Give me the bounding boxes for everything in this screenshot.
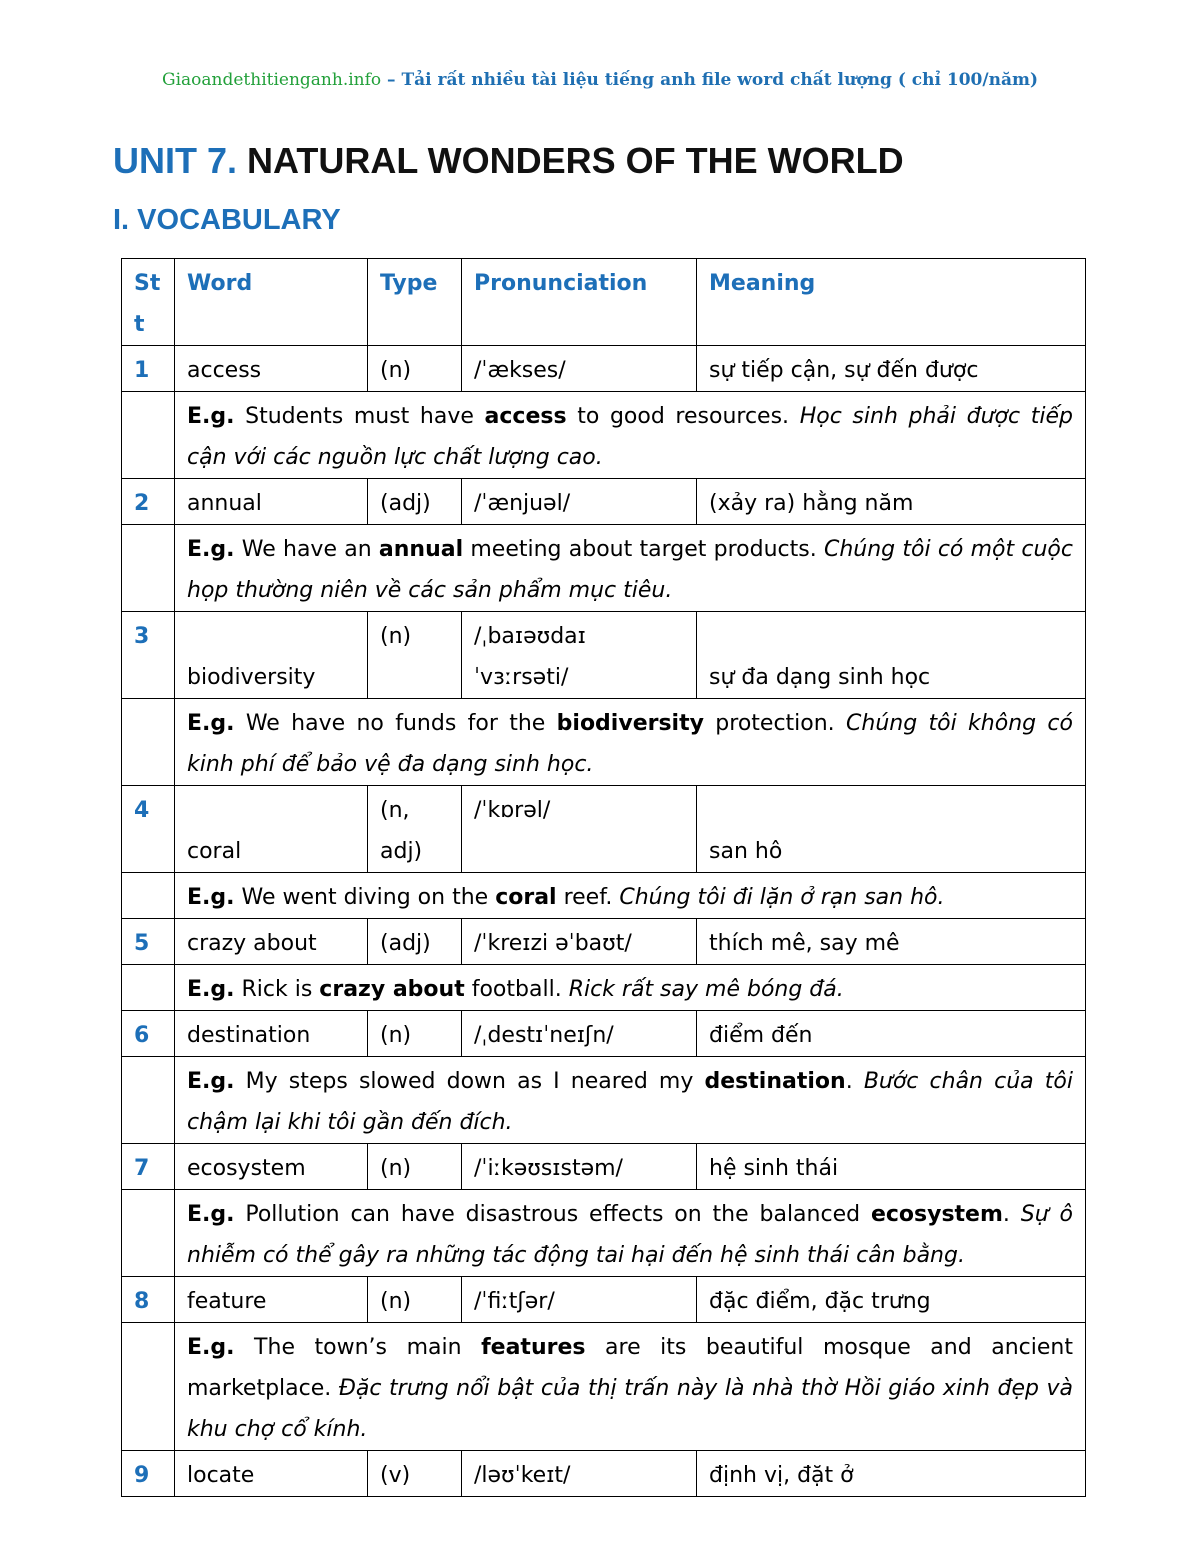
example-label: E.g.: [187, 1069, 235, 1094]
example-row: [122, 1057, 1086, 1144]
row-type: (v): [368, 1451, 462, 1497]
row-number: 4: [122, 786, 175, 873]
example-text-post: are its beautiful mosque and ancient marketplace.: [187, 1335, 1073, 1401]
row-pronunciation: /ˌbaɪəʊdaɪ ˈvɜːrsəti/: [462, 612, 697, 699]
row-type: (adj): [368, 919, 462, 965]
vocabulary-table: [121, 258, 1086, 1497]
row-type: (n): [368, 1144, 462, 1190]
example-spacer-cell: [122, 525, 175, 612]
example-spacer-cell: [122, 965, 175, 1011]
row-number: 1: [122, 346, 175, 392]
row-number: 9: [122, 1451, 175, 1497]
row-meaning: sự đa dạng sinh học: [697, 612, 1086, 699]
header-stt: Stt: [122, 259, 175, 346]
table-row: [122, 612, 1086, 699]
row-number: 3: [122, 612, 175, 699]
example-row: [122, 699, 1086, 786]
page-title: [113, 140, 904, 182]
example-text-post: protection.: [703, 711, 847, 736]
example-keyword: ecosystem: [870, 1202, 1003, 1227]
row-meaning: điểm đến: [697, 1011, 1086, 1057]
example-text-pre: Students must have: [234, 404, 485, 429]
header-tagline: – Tải rất nhiều tài liệu tiếng anh file word chất lượng ( chỉ 100/năm): [381, 70, 1038, 90]
row-pronunciation: /ˈfiːtʃər/: [462, 1277, 697, 1323]
row-meaning: thích mê, say mê: [697, 919, 1086, 965]
example-label: E.g.: [187, 1202, 235, 1227]
example-text-pre: Pollution can have disastrous effects on the balanced: [234, 1202, 871, 1227]
example-text-pre: We went diving on the: [234, 885, 496, 910]
example-spacer-cell: [122, 392, 175, 479]
row-pronunciation: /ˈkɒrəl/: [462, 786, 697, 873]
example-text-post: .: [845, 1069, 864, 1094]
example-text-post: to good resources.: [566, 404, 800, 429]
example-keyword: biodiversity: [556, 711, 704, 736]
row-type: (n): [368, 612, 462, 699]
row-pronunciation: /ləʊˈkeɪt/: [462, 1451, 697, 1497]
example-translation: Rick rất say mê bóng đá.: [568, 977, 844, 1002]
row-word: coral: [175, 786, 368, 873]
page-header: [0, 70, 1200, 90]
row-number: 7: [122, 1144, 175, 1190]
row-type: (n): [368, 1277, 462, 1323]
header-meaning: Meaning: [697, 259, 1086, 346]
example-label: E.g.: [187, 885, 235, 910]
example-translation: Chúng tôi đi lặn ở rạn san hô.: [619, 885, 945, 910]
example-sentence: [175, 699, 1086, 786]
row-pronunciation: /ˈænjuəl/: [462, 479, 697, 525]
example-sentence: [175, 1190, 1086, 1277]
title-unit-label: UNIT 7.: [113, 140, 238, 181]
row-word: annual: [175, 479, 368, 525]
example-sentence: [175, 873, 1086, 919]
row-meaning: sự tiếp cận, sự đến được: [697, 346, 1086, 392]
example-translation: Sự ô nhiễm có thể gây ra những tác động tai hại đến hệ sinh thái cân bằng.: [187, 1202, 1073, 1268]
example-sentence: [175, 1057, 1086, 1144]
example-label: E.g.: [187, 537, 235, 562]
example-spacer-cell: [122, 1323, 175, 1451]
example-translation: Học sinh phải được tiếp cận với các nguồn lực chất lượng cao.: [187, 404, 1073, 470]
row-pronunciation: /ˈækses/: [462, 346, 697, 392]
example-row: [122, 1190, 1086, 1277]
example-sentence: [175, 965, 1086, 1011]
example-text-pre: The town’s main: [234, 1335, 482, 1360]
table-row: [122, 1011, 1086, 1057]
example-spacer-cell: [122, 1057, 175, 1144]
example-sentence: [175, 525, 1086, 612]
example-keyword: annual: [378, 537, 464, 562]
example-translation: Chúng tôi có một cuộc họp thường niên về các sản phẩm mục tiêu.: [187, 537, 1073, 603]
example-text-pre: We have no funds for the: [234, 711, 557, 736]
example-keyword: coral: [495, 885, 557, 910]
row-number: 8: [122, 1277, 175, 1323]
row-type: (adj): [368, 479, 462, 525]
example-translation: Bước chân của tôi chậm lại khi tôi gần đến đích.: [187, 1069, 1073, 1135]
example-text-post: football.: [464, 977, 569, 1002]
row-word: locate: [175, 1451, 368, 1497]
row-number: 2: [122, 479, 175, 525]
example-spacer-cell: [122, 1190, 175, 1277]
table-row: [122, 1451, 1086, 1497]
example-row: [122, 965, 1086, 1011]
row-type: (n): [368, 346, 462, 392]
row-meaning: hệ sinh thái: [697, 1144, 1086, 1190]
example-row: [122, 525, 1086, 612]
example-row: [122, 1323, 1086, 1451]
example-keyword: destination: [704, 1069, 846, 1094]
row-word: ecosystem: [175, 1144, 368, 1190]
example-text-post: .: [1002, 1202, 1021, 1227]
row-meaning: san hô: [697, 786, 1086, 873]
row-pronunciation: /ˈkreɪzi əˈbaʊt/: [462, 919, 697, 965]
row-meaning: (xảy ra) hằng năm: [697, 479, 1086, 525]
example-label: E.g.: [187, 404, 235, 429]
row-type: (n): [368, 1011, 462, 1057]
table-row: [122, 786, 1086, 873]
row-number: 6: [122, 1011, 175, 1057]
row-word: crazy about: [175, 919, 368, 965]
example-text-pre: Rick is: [234, 977, 320, 1002]
example-keyword: crazy about: [319, 977, 465, 1002]
row-type: (n, adj): [368, 786, 462, 873]
example-spacer-cell: [122, 873, 175, 919]
example-label: E.g.: [187, 1335, 235, 1360]
example-sentence: [175, 1323, 1086, 1451]
example-text-post: reef.: [556, 885, 620, 910]
example-row: [122, 392, 1086, 479]
header-word: Word: [175, 259, 368, 346]
table-row: [122, 346, 1086, 392]
example-keyword: access: [484, 404, 567, 429]
header-type: Type: [368, 259, 462, 346]
example-translation: Đặc trưng nổi bật của thị trấn này là nhà thờ Hồi giáo xinh đẹp và khu chợ cổ kính.: [187, 1376, 1074, 1442]
example-spacer-cell: [122, 699, 175, 786]
example-text-post: meeting about target products.: [463, 537, 824, 562]
header-pronunciation: Pronunciation: [462, 259, 697, 346]
example-label: E.g.: [187, 977, 235, 1002]
row-meaning: đặc điểm, đặc trưng: [697, 1277, 1086, 1323]
table-row: [122, 479, 1086, 525]
example-text-pre: We have an: [234, 537, 379, 562]
row-pronunciation: /ˌdestɪˈneɪʃn/: [462, 1011, 697, 1057]
row-meaning: định vị, đặt ở: [697, 1451, 1086, 1497]
table-row: [122, 1277, 1086, 1323]
example-row: [122, 873, 1086, 919]
row-word: destination: [175, 1011, 368, 1057]
table-header-row: [122, 259, 1086, 346]
table-row: [122, 919, 1086, 965]
example-sentence: [175, 392, 1086, 479]
example-label: E.g.: [187, 711, 235, 736]
row-word: access: [175, 346, 368, 392]
row-pronunciation: /ˈiːkəʊsɪstəm/: [462, 1144, 697, 1190]
section-heading: I. VOCABULARY: [113, 204, 341, 236]
table-row: [122, 1144, 1086, 1190]
row-word: feature: [175, 1277, 368, 1323]
title-text: NATURAL WONDERS OF THE WORLD: [237, 140, 904, 181]
header-site-name[interactable]: Giaoandethitienganh.info: [162, 70, 382, 90]
row-word: biodiversity: [175, 612, 368, 699]
example-text-pre: My steps slowed down as I neared my: [234, 1069, 705, 1094]
example-keyword: features: [481, 1335, 586, 1360]
vocabulary-table-body: [122, 346, 1086, 1497]
row-number: 5: [122, 919, 175, 965]
example-translation: Chúng tôi không có kinh phí để bảo vệ đa dạng sinh học.: [187, 711, 1073, 777]
